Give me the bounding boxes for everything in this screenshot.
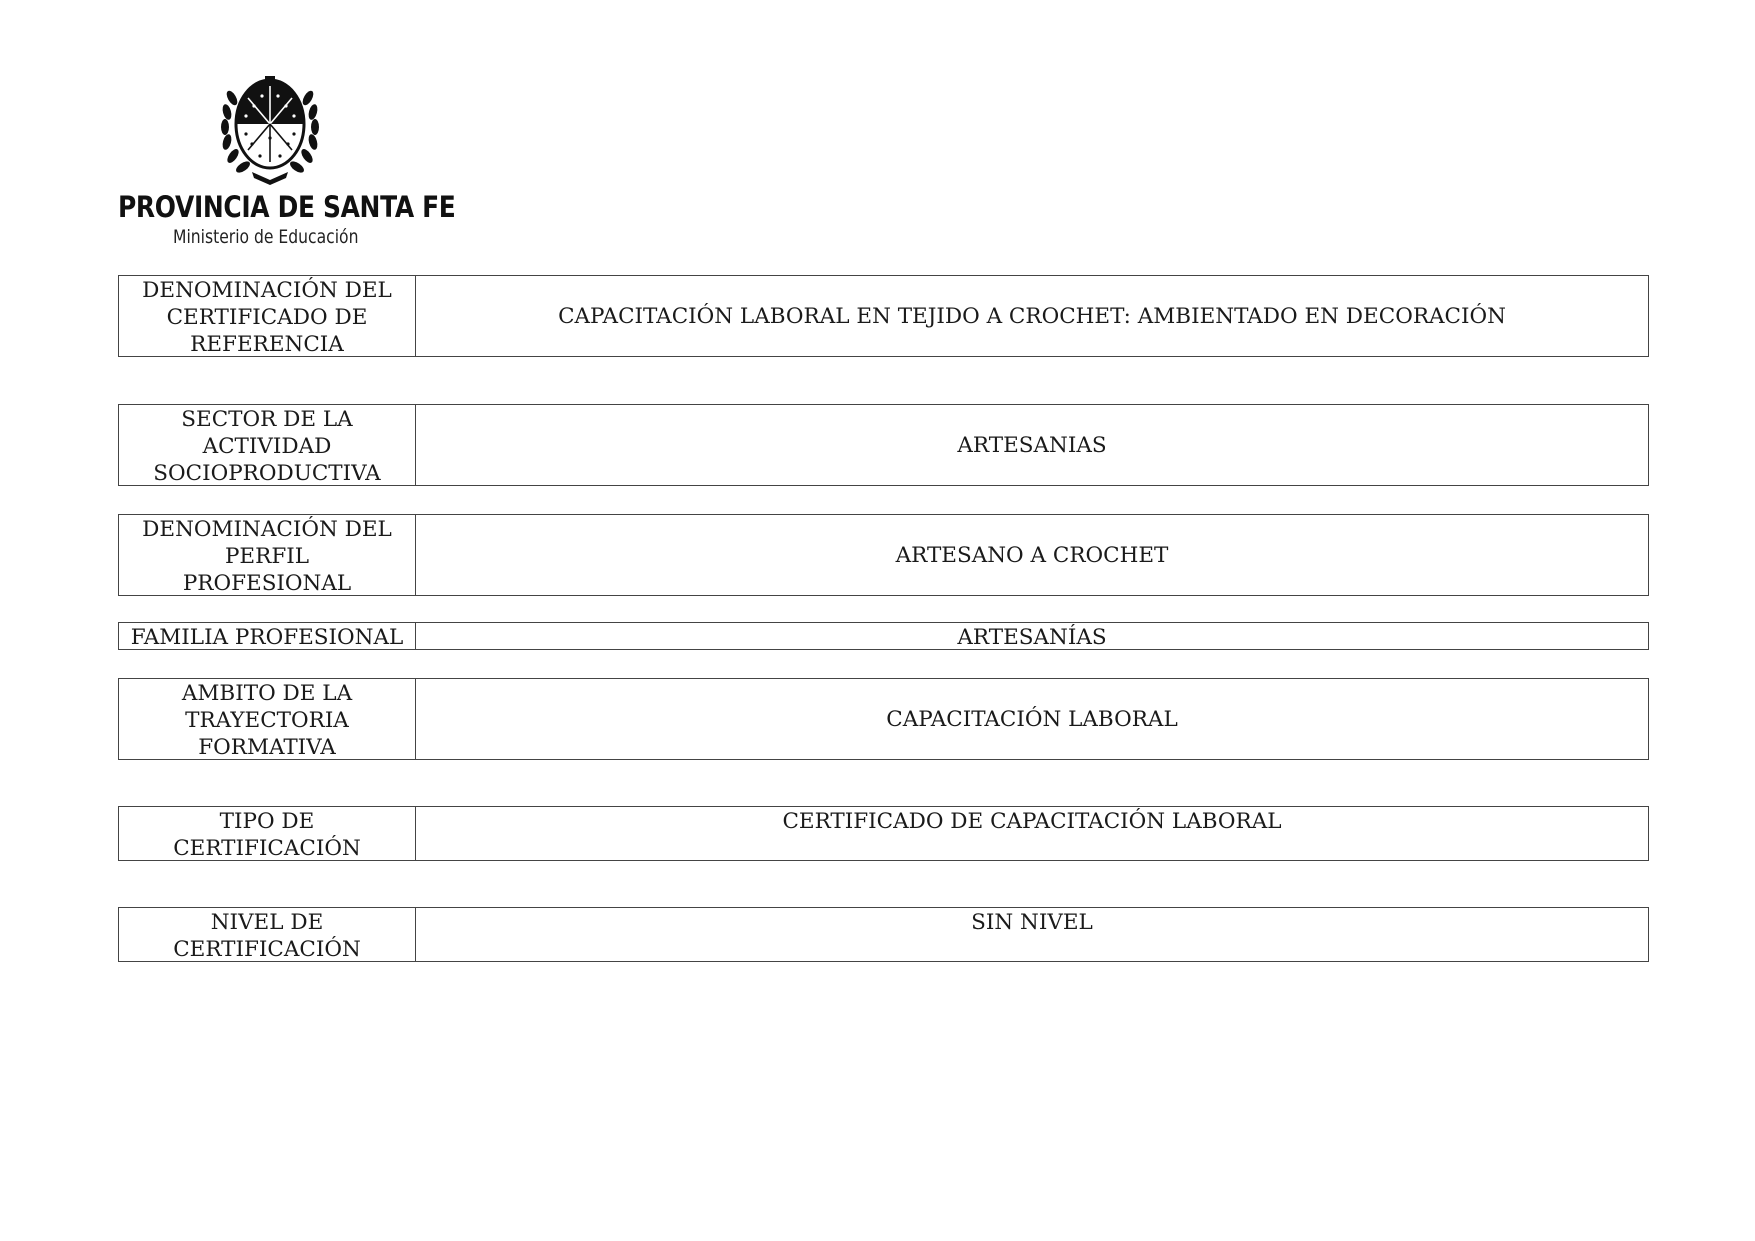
row-label: DENOMINACIÓN DEL CERTIFICADO DE REFERENCIA	[119, 276, 416, 356]
table-row	[118, 404, 1649, 486]
province-name: PROVINCIA DE SANTA FE	[118, 190, 456, 224]
row-label: NIVEL DE CERTIFICACIÓN	[119, 908, 416, 961]
table-row	[118, 514, 1649, 596]
ministry-name: Ministerio de Educación	[173, 226, 359, 248]
row-label: FAMILIA PROFESIONAL	[119, 623, 416, 649]
table-row	[118, 622, 1649, 650]
row-label: TIPO DE CERTIFICACIÓN	[119, 807, 416, 860]
table-row	[118, 907, 1649, 962]
table-row	[118, 275, 1649, 357]
row-value: CAPACITACIÓN LABORAL EN TEJIDO A CROCHET: AMBIENTADO EN DECORACIÓN	[558, 303, 1506, 329]
row-value: ARTESANO A CROCHET	[895, 542, 1169, 568]
header-logo	[118, 72, 456, 252]
row-value: CERTIFICADO DE CAPACITACIÓN LABORAL	[782, 809, 1282, 834]
santa-fe-coat-of-arms-icon	[218, 72, 322, 186]
row-label: SECTOR DE LA ACTIVIDAD SOCIOPRODUCTIVA	[119, 405, 416, 485]
table-row	[118, 806, 1649, 861]
row-label: DENOMINACIÓN DEL PERFIL PROFESIONAL	[119, 515, 416, 595]
row-value: ARTESANÍAS	[957, 625, 1107, 650]
row-label: AMBITO DE LA TRAYECTORIA FORMATIVA	[119, 679, 416, 759]
row-value: ARTESANIAS	[957, 432, 1107, 458]
row-value: SIN NIVEL	[971, 910, 1093, 935]
table-row	[118, 678, 1649, 760]
row-value: CAPACITACIÓN LABORAL	[886, 706, 1178, 732]
